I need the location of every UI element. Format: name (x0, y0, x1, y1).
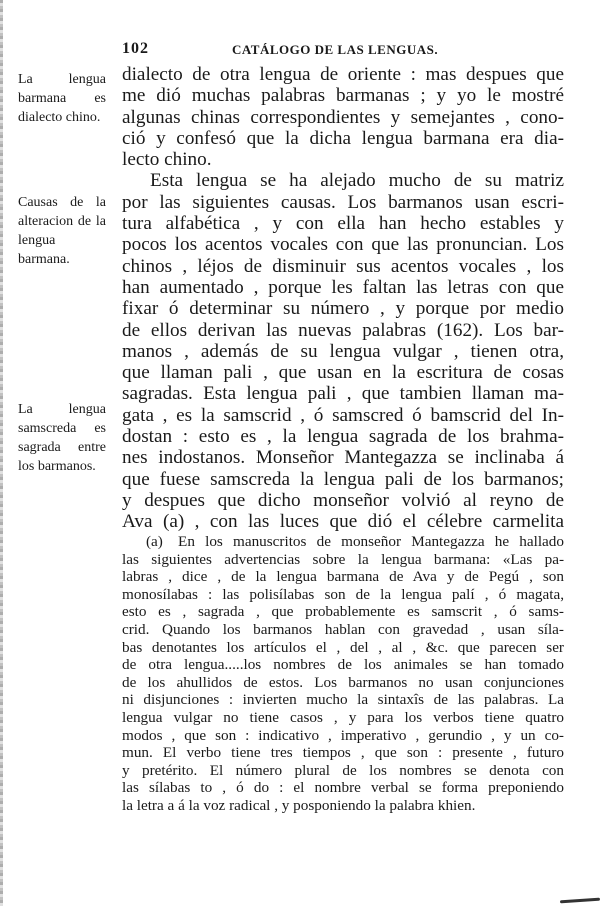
text-line: sagradas. Esta lengua pali , que tambien llaman ma- (122, 383, 564, 405)
text-line: lecto chino. (122, 149, 212, 171)
text-line: algunas chinas correspondientes y semejantes , cono- (122, 106, 564, 128)
text-line: de ellos derivan las nuevas palabras (162). Los bar- (122, 319, 564, 341)
footnote-text: En los manuscritos de monseñor Mantegazza he hallado (178, 533, 564, 550)
footnote-line: mun. El verbo tiene tres tiempos , que son : presente , futuro (122, 744, 564, 762)
footnote-line: labras , dice , de la lengua barmana de Ava y de Pegú , son (122, 568, 564, 586)
main-text (122, 64, 564, 533)
footnote-line: lengua vulgar no tiene casos , y para los verbos tiene quatro (122, 708, 564, 726)
footnote-line: esto es , sagrada , que probablemente es samscrit , ó sams- (122, 603, 564, 621)
footnote-line: y pretérito. El número plural de los nombres se denota con (122, 761, 564, 779)
margin-note-samscreda: La lengua samscreda es sagrada entre los barmanos. (18, 402, 106, 474)
text-line: manos , además de su lengua vulgar , tienen otra, (122, 340, 564, 362)
text-line: fixar ó determinar su número , y porque por medio (122, 298, 564, 320)
page-header (0, 40, 600, 60)
page-edge (0, 0, 3, 906)
text-line: por las siguientes causas. Los barmanos usan escri- (122, 191, 564, 213)
text-line: nes indostanos. Monseñor Mantegazza se inclinaba á (122, 447, 564, 469)
running-head: CATÁLOGO DE LAS LENGUAS. (232, 42, 439, 57)
footnote (122, 533, 564, 815)
footnote-line: modos , que son : indicativo , imperativo , gerundio , y un co- (122, 726, 564, 744)
text-line: pocos los acentos vocales con que las pronuncian. Los (122, 234, 564, 256)
text-line: me dió muchas palabras barmanas ; y yo le mostré (122, 85, 564, 107)
text-line: tura alfabética , y con ella han hecho estables y (122, 213, 564, 235)
text-line: han aumentado , porque les faltan las letras con que (122, 276, 564, 298)
text-line: que llaman pali , que usan en la escritura de cosas (122, 362, 564, 384)
footnote-marker: (a) (146, 533, 179, 550)
footnote-line: las sílabas to , ó do : el nombre verbal se forma preponiendo (122, 779, 564, 797)
margin-note-dialecto: La lengua barmana es dialecto chino. (18, 72, 106, 125)
text-line: ció y confesó que la dicha lengua barmana era dia- (122, 127, 564, 149)
text-line: dostan : esto es , la lengua sagrada de los brahma- (122, 426, 564, 448)
footnote-line: las siguientes advertencias sobre la lengua barmana: «Las pa- (122, 550, 564, 568)
text-line: dialecto de otra lengua de oriente : mas despues que (122, 64, 564, 85)
footnote-line: crid. Quando los barmanos hablan con gravedad , usan síla- (122, 620, 564, 638)
footnote-line: de los ahullidos de estos. Los barmanos no usan conjunciones (122, 673, 564, 691)
footnote-line (122, 533, 564, 551)
page-curl-shadow (560, 898, 600, 904)
footnote-line: ni disjunciones : invierten mucho la sintaxîs de las palabras. La (122, 691, 564, 709)
footnote-line: de otra lengua.....los nombres de los animales se han tomado (122, 656, 564, 674)
text-line: que fuese samscreda la lengua pali de los barmanos; (122, 468, 564, 490)
text-line: Ava (a) , con las luces que dió el célebre carmelita (122, 511, 564, 533)
footnote-line: la letra a á la voz radical , y posponiendo la palabra khien. (122, 796, 476, 814)
text-line: y despues que dicho monseñor volvió al reyno de (122, 489, 564, 511)
text-line: Esta lengua se ha alejado mucho de su matriz (150, 170, 564, 192)
margin-note-causas: Causas de la alteracion de la lengua barmana. (18, 195, 106, 267)
footnote-line: monosílabas : las polisílabas son de la lengua palí , ó magata, (122, 585, 564, 603)
footnote-line: bas denotantes los artículos el , del , al , &c. que parecen ser (122, 638, 564, 656)
text-line: gata , es la samscrid , ó samscred ó bamscrid del In- (122, 404, 564, 426)
text-line: chinos , léjos de disminuir sus acentos vocales , los (122, 255, 564, 277)
page-number: 102 (122, 40, 149, 57)
